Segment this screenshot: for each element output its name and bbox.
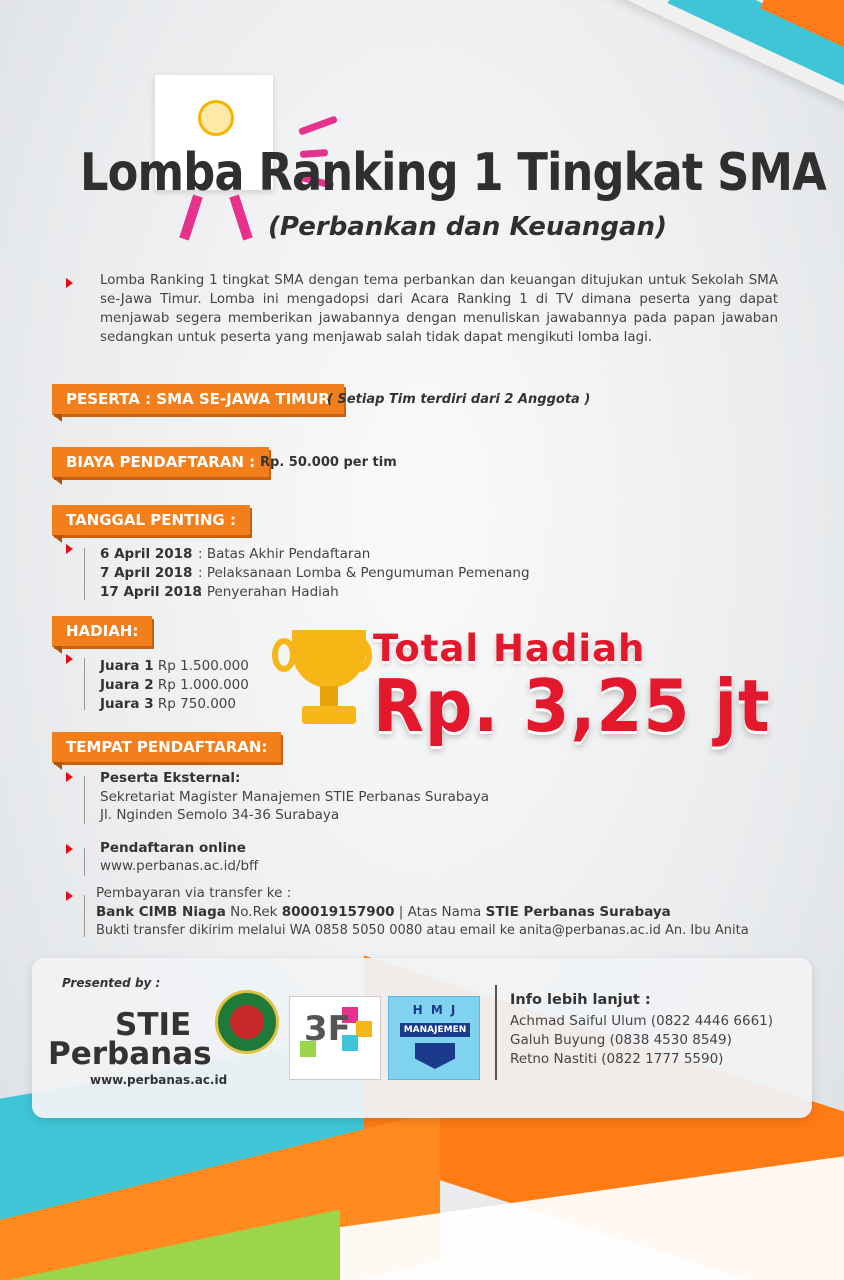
info-title: Info lebih lanjut : [510,992,651,1008]
hadiah-amount-2: Rp 1.000.000 [157,677,249,693]
eksternal-line1: Sekretariat Magister Manajemen STIE Perbanas Surabaya [100,789,489,805]
hadiah-label: HADIAH: [52,616,152,646]
spark-line [298,115,338,135]
bank-name: Bank CIMB Niaga [96,904,226,920]
tanggal-label: TANGGAL PENTING : [52,505,250,535]
trophy-stem [320,686,338,708]
bullet-icon [66,544,73,554]
hmj-logo-top: H M J [412,1003,458,1017]
footer-divider [495,985,497,1080]
biaya-value: Rp. 50.000 per tim [260,455,397,470]
bayar-divider [84,895,85,937]
eksternal-line2: Jl. Nginden Semolo 34-36 Surabaya [100,807,340,823]
tanggal-divider [84,548,85,600]
hadiah-row-1 [100,657,249,676]
biaya-label: BIAYA PENDAFTARAN : [52,447,269,477]
tempat-label: TEMPAT PENDAFTARAN: [52,732,281,762]
intro-paragraph: Lomba Ranking 1 tingkat SMA dengan tema perbankan dan keuangan ditujukan untuk Sekolah SMA se-Jawa Timur. Lomba ini mengadopsi dari Acara Ranking 1 di TV dimana peserta yang dapat menjawab segera memberikan jawabannya dengan menuliskan jawabannya pada papan jawaban sedangkan untuk peserta yang menjawab salah tidak dapat mengikuti lomba lagi. [100,273,778,345]
hadiah-amount-3: Rp 750.000 [157,696,236,712]
online-title: Pendaftaran online [100,840,246,856]
bullet-icon [66,278,73,288]
bff-logo [289,996,381,1080]
bullet-icon [66,891,73,901]
hmj-logo [388,996,480,1080]
bff-logo-text: 3F [304,1009,351,1049]
hadiah-amount-1: Rp 1.500.000 [157,658,249,674]
hadiah-rank-2: Juara 2 [100,677,154,693]
trophy-icon [292,630,366,688]
tanggal-date-2: 7 April 2018 [100,565,193,581]
tanggal-date-1: 6 April 2018 [100,546,193,562]
hmj-logo-bottom: MANAJEMEN [400,1023,470,1037]
peserta-label: PESERTA : SMA SE-JAWA TIMUR [52,384,344,414]
bullet-icon [66,772,73,782]
atas-nama-label: | Atas Nama [394,904,486,920]
hadiah-divider [84,658,85,710]
bullet-icon [66,654,73,664]
stie-logo-line2: Perbanas [48,1036,212,1072]
tanggal-date-3: 17 April 2018 [100,584,202,600]
eksternal-title: Peserta Eksternal: [100,770,241,786]
stie-logo-line1: STIE [115,1007,192,1043]
online-url-link[interactable]: www.perbanas.ac.id/bff [100,858,259,874]
university-seal-icon [215,990,279,1054]
stie-url: www.perbanas.ac.id [90,1073,228,1087]
norek: 800019157900 [281,904,395,920]
total-hadiah-label: Total Hadiah [373,627,646,670]
hadiah-row-3 [100,695,236,714]
online-divider [84,848,85,876]
hadiah-rank-1: Juara 1 [100,658,154,674]
contact-2: Galuh Buyung (0838 4530 8549) [510,1032,732,1048]
peserta-note: ( Setiap Tim terdiri dari 2 Anggota ) [327,392,591,407]
tanggal-desc-2: : Pelaksanaan Lomba & Pengumuman Pemenang [198,565,530,581]
bukti-transfer: Bukti transfer dikirim melalui WA 0858 5050 0080 atau email ke anita@perbanas.ac.id An. Ibu Anita [96,923,749,938]
bullet-icon [66,844,73,854]
page-title: Lomba Ranking 1 Tingkat SMA [80,143,826,203]
trophy-base [302,706,356,724]
bayar-line1: Pembayaran via transfer ke : [96,885,292,901]
total-hadiah-value: Rp. 3,25 jt [373,664,771,748]
contact-1: Achmad Saiful Ulum (0822 4446 6661) [510,1013,774,1029]
hadiah-row-2 [100,676,249,695]
presented-by: Presented by : [62,976,161,990]
bayar-line2 [96,903,671,922]
lightbulb-icon [198,100,234,136]
atas-nama: STIE Perbanas Surabaya [485,904,671,920]
tanggal-desc-1: : Batas Akhir Pendaftaran [198,546,371,562]
page-subtitle: (Perbankan dan Keuangan) [268,212,667,242]
contact-3: Retno Nastiti (0822 1777 5590) [510,1051,724,1067]
tempat-divider [84,776,85,824]
tanggal-desc-3: : Penyerahan Hadiah [198,584,339,600]
hadiah-rank-3: Juara 3 [100,696,154,712]
norek-label: No.Rek [225,904,282,920]
